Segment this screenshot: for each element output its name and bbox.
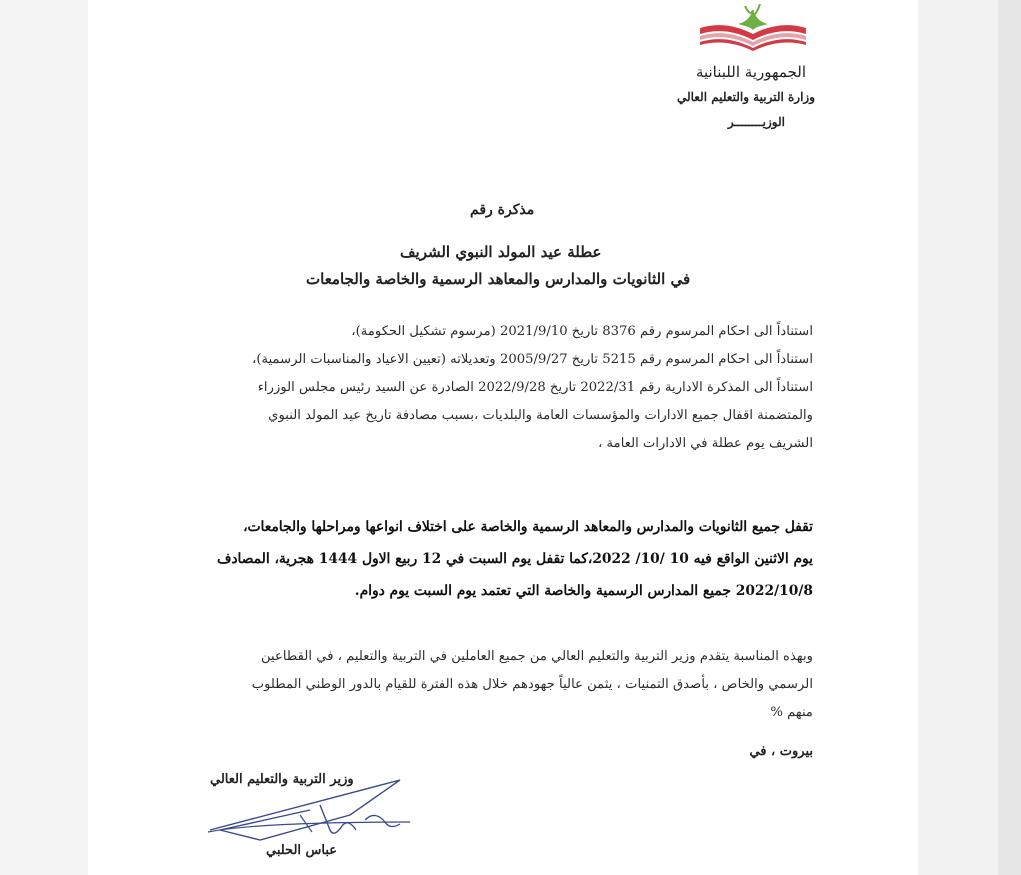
preamble-paragraph	[252, 318, 813, 458]
preamble-line: استناداً الى المذكرة الادارية رقم 2022/31 تاريخ 2022/9/28 الصادرة عن السيد رئيس مجلس الوزراء	[257, 380, 813, 395]
memo-title: عطلة عيد المولد النبوي الشريف	[400, 243, 602, 261]
preamble-line: والمتضمنة اقفال جميع الادارات والمؤسسات العامة والبلديات ،بسبب مصادفة تاريخ عيد المولد النبوي	[268, 408, 813, 423]
preamble-line: استناداً الى احكام المرسوم رقم 5215 تاريخ 2005/9/27 وتعديلاته (تعيين الاعياد والمناسبات الرسمية)،	[252, 352, 813, 367]
decision-line: يوم الاثنين الواقع فيه 10 /10/ 2022،كما تقفل يوم السبت في 12 ربيع الاول 1444 هجرية، المصادف	[217, 551, 813, 567]
signatory-title: وزير التربية والتعليم العالي	[210, 772, 354, 787]
page-edge	[998, 0, 1021, 875]
letterhead-ministry: وزارة التربية والتعليم العالي	[676, 90, 815, 104]
page-margin	[918, 0, 1021, 875]
place-date: بيروت ، في	[749, 744, 813, 759]
cedar-book-emblem-icon	[698, 4, 808, 56]
letterhead-minister: الوزيــــــــر	[727, 115, 785, 129]
memo-number-label: مذكرة رقم	[470, 202, 535, 218]
preamble-line: الشريف يوم عطلة في الادارات العامة ،	[598, 436, 813, 451]
closing-line: الرسمي والخاص ، بأصدق التمنيات ، يثمن عالياً جهودهم خلال هذه الفترة للقيام بالدور الوطني المطلوب	[251, 677, 813, 692]
closing-line: وبهذه المناسبة يتقدم وزير التربية والتعليم العالي من جميع العاملين في التربية والتعليم ، في القطاعين	[260, 649, 813, 664]
closing-paragraph	[252, 643, 813, 727]
memo-subtitle: في الثانويات والمدارس والمعاهد الرسمية والخاصة والجامعات	[306, 270, 691, 288]
decision-line: تقفل جميع الثانويات والمدارس والمعاهد الرسمية والخاصة على اختلاف انواعها ومراحلها والجامعات،	[243, 519, 813, 535]
preamble-line: استناداً الى احكام المرسوم رقم 8376 تاريخ 2021/9/10 (مرسوم تشكيل الحكومة)،	[351, 324, 813, 339]
decision-paragraph	[217, 511, 813, 607]
letterhead-republic: الجمهورية اللبنانية	[695, 63, 806, 81]
closing-line: منهم %	[770, 705, 813, 720]
decision-line: 2022/10/8 جميع المدارس الرسمية والخاصة التي تعتمد يوم السبت يوم دوام.	[354, 583, 813, 599]
signatory-name: عباس الحلبي	[266, 843, 338, 858]
